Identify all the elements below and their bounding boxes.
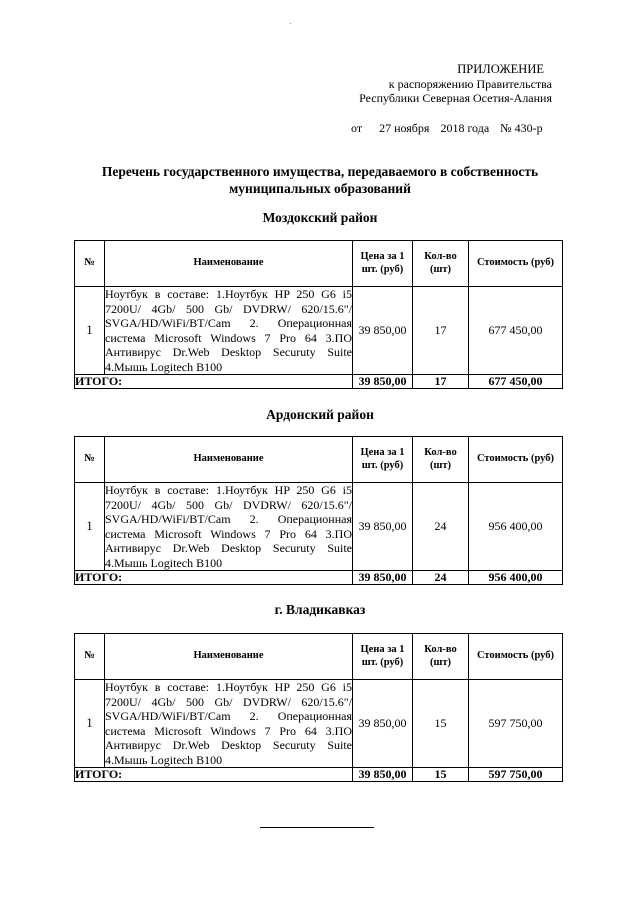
appendix-line-1: к распоряжению Правительства [388, 76, 552, 91]
section-title-mozdok: Моздокский район [262, 210, 378, 225]
total-price: 39 850,00 [353, 571, 413, 585]
col-header-price: Цена за 1 шт. (руб) [353, 634, 413, 680]
appendix-line-2: Республики Северная Осетия-Алания [359, 91, 552, 105]
table-vladikavkaz [74, 633, 563, 782]
col-header-price: Цена за 1 шт. (руб) [353, 241, 413, 287]
total-qty: 17 [413, 375, 469, 389]
total-label: ИТОГО: [75, 571, 353, 585]
table-header-row [75, 634, 563, 680]
order-from-label: от [351, 121, 363, 135]
appendix-title: ПРИЛОЖЕНИЕ [457, 62, 544, 76]
closing-line [260, 827, 374, 828]
col-header-cost: Стоимость (руб) [469, 634, 563, 680]
col-header-name: Наименование [105, 634, 353, 680]
col-header-num: № [75, 241, 105, 287]
cell-num: 1 [75, 680, 105, 768]
col-header-price: Цена за 1 шт. (руб) [353, 437, 413, 483]
total-label: ИТОГО: [75, 768, 353, 782]
total-price: 39 850,00 [353, 768, 413, 782]
total-cost: 677 450,00 [469, 375, 563, 389]
scan-speck [290, 23, 291, 24]
cell-num: 1 [75, 483, 105, 571]
col-header-num: № [75, 634, 105, 680]
total-price: 39 850,00 [353, 375, 413, 389]
col-header-cost: Стоимость (руб) [469, 241, 563, 287]
page-title [40, 163, 600, 197]
page-title-line-2: муниципальных образований [229, 181, 411, 196]
col-header-cost: Стоимость (руб) [469, 437, 563, 483]
section-title-ardon: Ардонский район [266, 407, 374, 422]
table-row [75, 483, 563, 571]
cell-qty: 24 [413, 483, 469, 571]
table-mozdok [74, 240, 563, 389]
cell-cost: 956 400,00 [469, 483, 563, 571]
cell-cost: 597 750,00 [469, 680, 563, 768]
table-header-row [75, 437, 563, 483]
total-label: ИТОГО: [75, 375, 353, 389]
total-cost: 597 750,00 [469, 768, 563, 782]
cell-price: 39 850,00 [353, 680, 413, 768]
order-number: № 430-р [500, 121, 543, 135]
total-cost: 956 400,00 [469, 571, 563, 585]
col-header-num: № [75, 437, 105, 483]
cell-num: 1 [75, 287, 105, 375]
table-row [75, 680, 563, 768]
order-year: 2018 года [440, 121, 490, 135]
cell-name: Ноутбук в составе: 1.Ноутбук HP 250 G6 i5 7200U/ 4Gb/ 500 Gb/ DVDRW/ 620/15.6"/ SVGA/HD/WiFi/BT/Cam 2. Операционная система Microsoft Windows 7 Pro 64 3.ПО Антивирус Dr.Web Desktop Securuty Suite 4.Мышь Logitech B100 [105, 680, 352, 767]
col-header-qty: Кол-во (шт) [413, 634, 469, 680]
section-title-vladikavkaz: г. Владикавказ [274, 602, 366, 617]
appendix-header [359, 62, 552, 106]
cell-qty: 15 [413, 680, 469, 768]
page-title-line-1: Перечень государственного имущества, передаваемого в собственность [101, 164, 539, 179]
col-header-name: Наименование [105, 241, 353, 287]
total-row [75, 375, 563, 389]
order-line [351, 121, 543, 136]
table-row [75, 287, 563, 375]
order-date: 27 ноября [379, 121, 430, 135]
col-header-name: Наименование [105, 437, 353, 483]
col-header-qty: Кол-во (шт) [413, 241, 469, 287]
table-ardon [74, 436, 563, 585]
cell-name: Ноутбук в составе: 1.Ноутбук HP 250 G6 i5 7200U/ 4Gb/ 500 Gb/ DVDRW/ 620/15.6"/ SVGA/HD/WiFi/BT/Cam 2. Операционная система Microsoft Windows 7 Pro 64 3.ПО Антивирус Dr.Web Desktop Securuty Suite 4.Мышь Logitech B100 [105, 483, 352, 570]
total-row [75, 571, 563, 585]
cell-cost: 677 450,00 [469, 287, 563, 375]
total-row [75, 768, 563, 782]
cell-price: 39 850,00 [353, 483, 413, 571]
total-qty: 24 [413, 571, 469, 585]
cell-price: 39 850,00 [353, 287, 413, 375]
cell-qty: 17 [413, 287, 469, 375]
cell-name: Ноутбук в составе: 1.Ноутбук HP 250 G6 i5 7200U/ 4Gb/ 500 Gb/ DVDRW/ 620/15.6"/ SVGA/HD/WiFi/BT/Cam 2. Операционная система Microsoft Windows 7 Pro 64 3.ПО Антивирус Dr.Web Desktop Securuty Suite 4.Мышь Logitech B100 [105, 287, 352, 374]
col-header-qty: Кол-во (шт) [413, 437, 469, 483]
total-qty: 15 [413, 768, 469, 782]
table-header-row [75, 241, 563, 287]
